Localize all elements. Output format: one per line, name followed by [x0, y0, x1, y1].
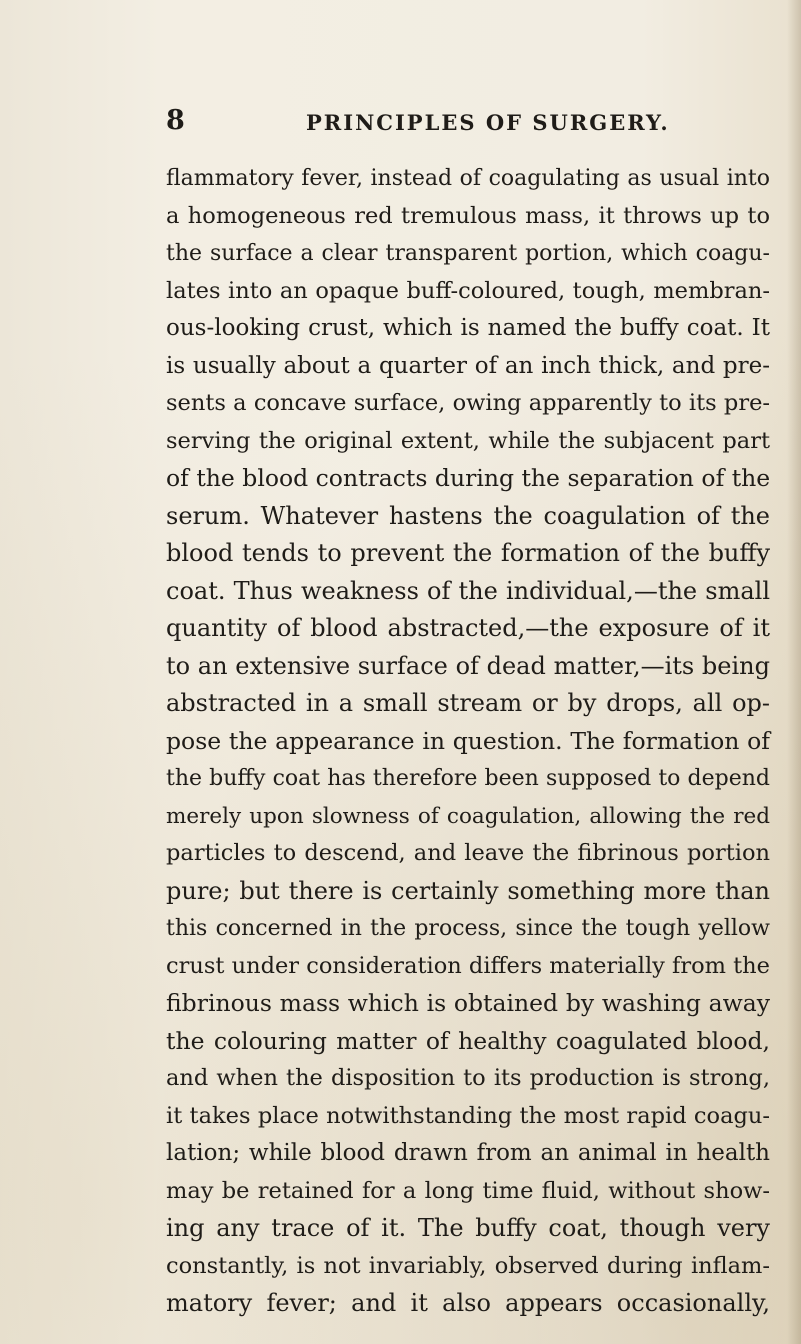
text-line: pose the appearance in question. The formation of	[166, 726, 770, 755]
text-line: is usually about a quarter of an inch thick, and pre-	[166, 352, 770, 379]
text-line: of the blood contracts during the separation of the	[166, 464, 771, 492]
text-line: matory fever; and it also appears occasionally,	[166, 1289, 770, 1317]
text-line: the colouring matter of healthy coagulated blood,	[166, 1026, 770, 1055]
text-line: lates into an opaque buff-coloured, tough, membran-	[166, 277, 770, 304]
page-edge-shadow	[787, 0, 801, 1344]
text-line: a homogeneous red tremulous mass, it throws up to	[166, 202, 770, 229]
text-line: serum. Whatever hastens the coagulation of the	[166, 501, 770, 530]
text-line: serving the original extent, while the subjacent part	[166, 427, 770, 454]
text-line: ous-looking crust, which is named the buffy coat. It	[166, 315, 770, 341]
text-line: flammatory fever, instead of coagulating as usual into	[166, 166, 770, 191]
text-line: the surface a clear transparent portion, which coagu-	[166, 241, 770, 266]
body-text	[166, 160, 770, 1323]
text-line: blood tends to prevent the formation of the buffy	[166, 539, 770, 567]
text-line: fibrinous mass which is obtained by washing away	[166, 989, 770, 1017]
text-line: sents a concave surface, owing apparently to its pre-	[166, 390, 770, 416]
text-line: it takes place notwithstanding the most rapid coagu-	[166, 1102, 770, 1129]
page-number: 8	[166, 105, 185, 136]
text-line: ing any trace of it. The buffy coat, though very	[166, 1214, 770, 1242]
text-line: the buffy coat has therefore been supposed to depend	[166, 766, 770, 791]
text-line: pure; but there is certainly something more than	[166, 876, 770, 905]
text-line: lation; while blood drawn from an animal in health	[166, 1140, 770, 1166]
text-line: may be retained for a long time fluid, without show-	[166, 1177, 770, 1204]
text-line: merely upon slowness of coagulation, allowing the red	[166, 803, 770, 829]
text-line: abstracted in a small stream or by drops, all op-	[166, 689, 770, 717]
text-line: and when the disposition to its production is strong,	[166, 1065, 770, 1091]
text-line: constantly, is not invariably, observed during inflam-	[166, 1252, 770, 1279]
page-header	[166, 104, 766, 138]
text-line: to an extensive surface of dead matter,—its being	[166, 651, 770, 680]
text-line: particles to descend, and leave the fibrinous portion	[166, 840, 770, 866]
text-line: coat. Thus weakness of the individual,—the small	[166, 576, 770, 605]
text-line: this concerned in the process, since the tough yellow	[166, 916, 770, 941]
text-line: crust under consideration differs materially from the	[166, 952, 770, 979]
running-head: PRINCIPLES OF SURGERY.	[306, 110, 670, 135]
text-line: quantity of blood abstracted,—the exposure of it	[166, 614, 770, 642]
